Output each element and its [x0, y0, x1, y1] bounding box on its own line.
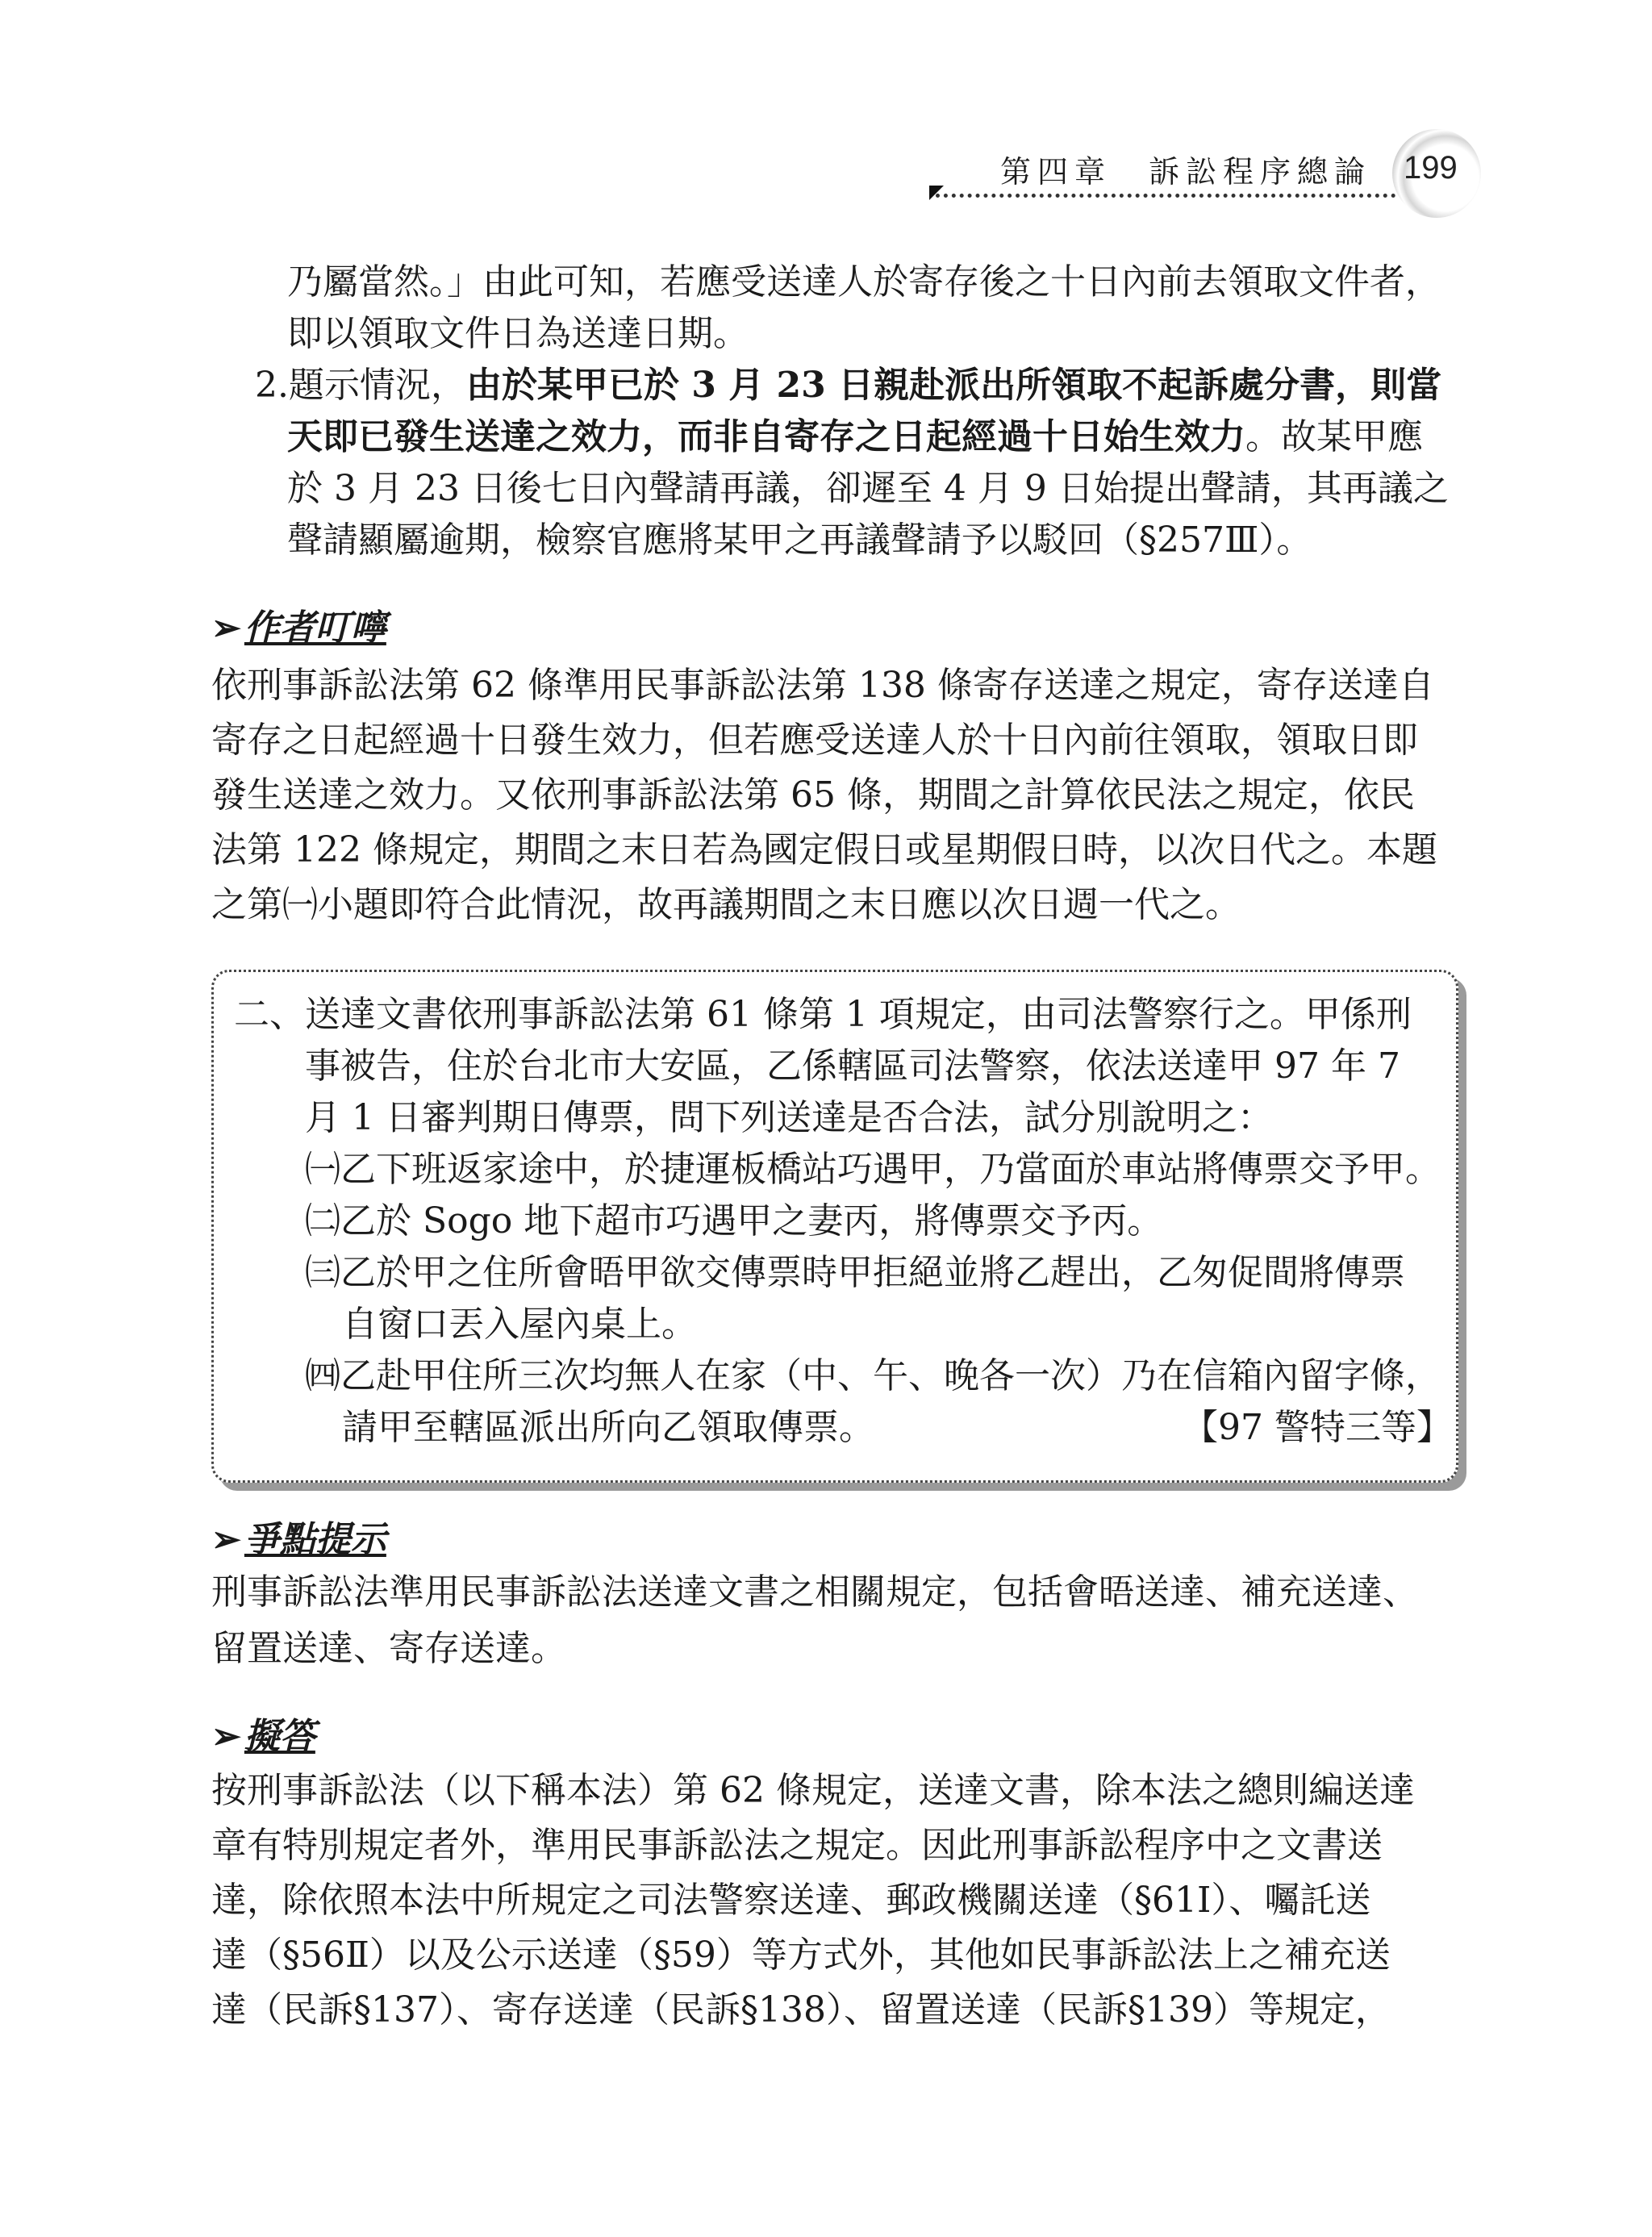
dispute-line: 留置送達、寄存送達。: [211, 1628, 566, 1669]
question-line: 二、送達文書依刑事訴訟法第 61 條第 1 項規定，由司法警察行之。甲係刑: [234, 994, 1412, 1035]
item2-text: 。故某甲應: [1245, 416, 1423, 457]
question-sub-item: ㈢乙於甲之住所會晤甲欲交傳票時甲拒絕並將乙趕出，乙匆促間將傳票: [305, 1252, 1405, 1293]
answer-line: 達，除依照本法中所規定之司法警察送達、郵政機關送達（§61Ⅰ）、囑託送: [211, 1880, 1371, 1921]
author-note-heading-text: 作者叮嚀: [244, 607, 386, 649]
dispute-heading-text: 爭點提示: [244, 1519, 386, 1560]
answer-heading-text: 擬答: [244, 1716, 315, 1757]
author-note-line: 依刑事訴訟法第 62 條準用民事訴訟法第 138 條寄存送達之規定，寄存送達自: [211, 665, 1434, 706]
body-line: 即以領取文件日為送達日期。: [287, 313, 749, 354]
body-line: 聲請顯屬逾期，檢察官應將某甲之再議聲請予以駁回（§257Ⅲ）。: [287, 520, 1312, 561]
question-sub-item: ㈣乙赴甲住所三次均無人在家（中、午、晚各一次）乃在信箱內留字條，: [305, 1355, 1441, 1396]
page-number: 199: [1404, 150, 1458, 186]
question-line: 事被告，住於台北市大安區，乙係轄區司法警察，依法送達甲 97 年 7: [305, 1045, 1400, 1087]
question-line: 月 1 日審判期日傳票，問下列送達是否合法，試分別說明之：: [305, 1097, 1273, 1138]
question-sub-item: 自窗口丟入屋內桌上。: [342, 1304, 697, 1345]
author-note-line: 寄存之日起經過十日發生效力，但若應受送達人於十日內前往領取，領取日即: [211, 720, 1418, 761]
answer-heading: [211, 1707, 315, 1759]
question-sub-item: ㈠乙下班返家途中，於捷運板橋站巧遇甲，乃當面於車站將傳票交予甲。: [305, 1149, 1441, 1190]
arrow-bullet-icon: ➢: [211, 607, 241, 649]
body-line: 於 3 月 23 日後七日內聲請再議，卻遲至 4 月 9 日始提出聲請，其再議之: [287, 468, 1449, 509]
header-corner-mark: [929, 186, 944, 200]
question-sub-item: ㈡乙於 Sogo 地下超市巧遇甲之妻丙，將傳票交予丙。: [305, 1200, 1163, 1242]
item2-line2: [287, 413, 1423, 461]
item2-bold-text: 天即已發生送達之效力，而非自寄存之日起經過十日始生效力: [287, 416, 1245, 457]
answer-line: 按刑事訴訟法（以下稱本法）第 62 條規定，送達文書，除本法之總則編送達: [211, 1770, 1415, 1811]
exam-source: 【97 警特三等】: [1183, 1407, 1452, 1448]
dispute-heading: [211, 1510, 386, 1562]
arrow-bullet-icon: ➢: [211, 1519, 241, 1560]
chapter-title: 第四章 訴訟程序總論: [1000, 154, 1372, 190]
question-sub-item: 請甲至轄區派出所向乙領取傳票。: [342, 1407, 874, 1448]
author-note-heading: [211, 599, 386, 650]
author-note-line: 之第㈠小題即符合此情況，故再議期間之末日應以次日週一代之。: [211, 884, 1241, 925]
author-note-line: 發生送達之效力。又依刑事訴訟法第 65 條，期間之計算依民法之規定，依民: [211, 774, 1415, 816]
answer-line: 達（§56Ⅱ）以及公示送達（§59）等方式外，其他如民事訴訟法上之補充送: [211, 1934, 1391, 1976]
body-line: 乃屬當然。」由此可知，若應受送達人於寄存後之十日內前去領取文件者，: [287, 261, 1441, 303]
answer-line: 達（民訴§137）、寄存送達（民訴§138）、留置送達（民訴§139）等規定，: [211, 1989, 1391, 2030]
dispute-line: 刑事訴訟法準用民事訴訟法送達文書之相關規定，包括會晤送達、補充送達、: [211, 1571, 1418, 1613]
author-note-line: 法第 122 條規定，期間之末日若為國定假日或星期假日時，以次日代之。本題: [211, 829, 1437, 870]
header-dotted-rule: [936, 194, 1420, 198]
answer-line: 章有特別規定者外，準用民事訴訟法之規定。因此刑事訴訟程序中之文書送: [211, 1825, 1383, 1866]
arrow-bullet-icon: ➢: [211, 1716, 241, 1757]
item2-prefix: 2.題示情況，: [255, 365, 466, 406]
item2-line1: [255, 361, 1441, 410]
item2-bold-text: 由於某甲已於 3 月 23 日親赴派出所領取不起訴處分書，則當: [465, 365, 1442, 406]
